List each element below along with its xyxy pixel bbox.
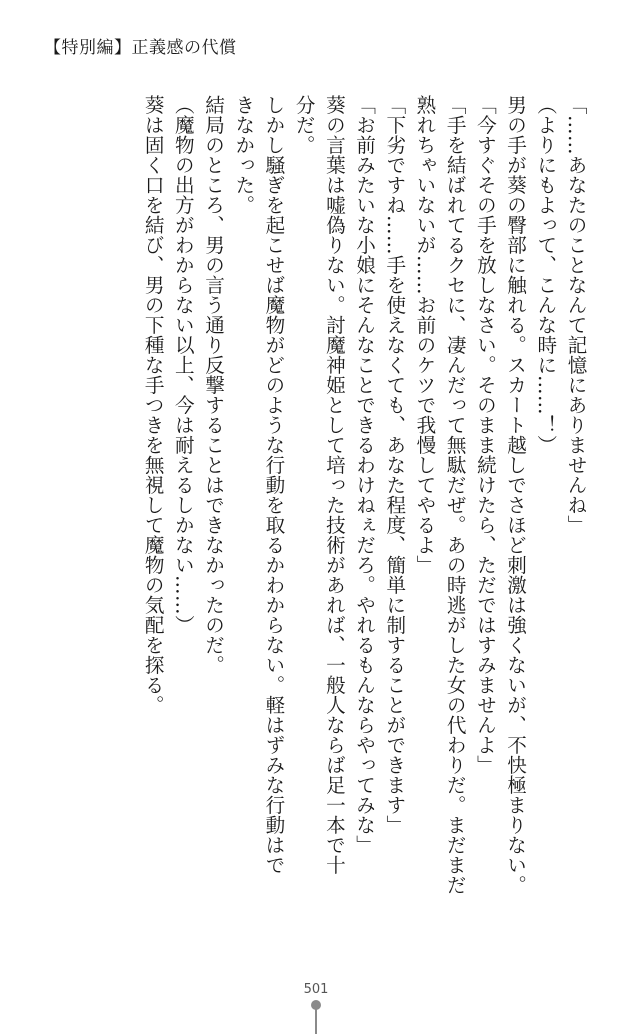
vertical-body-text	[137, 95, 590, 965]
text-line: 熟れちゃいないが……お前のケツで我慢してやるよ」	[412, 95, 436, 575]
footer-marker	[311, 1000, 321, 1034]
text-line: （よりにもよって、こんな時に……！）	[533, 95, 557, 455]
text-line: しかし騒ぎを起こせば魔物がどのような行動を取るかわからない。軽はずみな行動はで	[261, 95, 285, 875]
text-line: 「……あなたのことなんて記憶にありませんね」	[564, 95, 587, 535]
page-number: 501	[303, 982, 329, 997]
text-line: 葵は固く口を結び、男の下種な手つきを無視して魔物の気配を探る。	[141, 95, 165, 715]
footer-stem	[315, 1008, 317, 1034]
text-line: （魔物の出方がわからない以上、今は耐えるしかない……）	[171, 95, 195, 635]
text-line: 「今すぐその手を放しなさい。そのまま続けたら、ただではすみませんよ」	[473, 95, 497, 775]
text-line: 葵の言葉は嘘偽りない。討魔神姫として培った技術があれば、一般人ならば足一本で十	[322, 95, 346, 875]
text-line: 分だ。	[292, 95, 316, 155]
text-line: 結局のところ、男の言う通り反撃することはできなかったのだ。	[201, 95, 225, 675]
text-line: 「下劣ですね……手を使えなくても、あなた程度、簡単に制することができます」	[382, 95, 406, 835]
running-header: 【特別編】正義感の代償	[44, 38, 237, 58]
text-line: 「お前みたいな小娘にそんなことできるわけねぇだろ。やれるもんならやってみな」	[352, 95, 376, 855]
text-line: きなかった。	[231, 95, 255, 215]
text-line: 「手を結ばれてるクセに、凄んだって無駄だぜ。あの時逃がした女の代わりだ。まだまだ	[443, 95, 467, 895]
text-line: 男の手が葵の臀部に触れる。スカート越しでさほど刺激は強くないが、不快極まりない。	[503, 95, 527, 895]
